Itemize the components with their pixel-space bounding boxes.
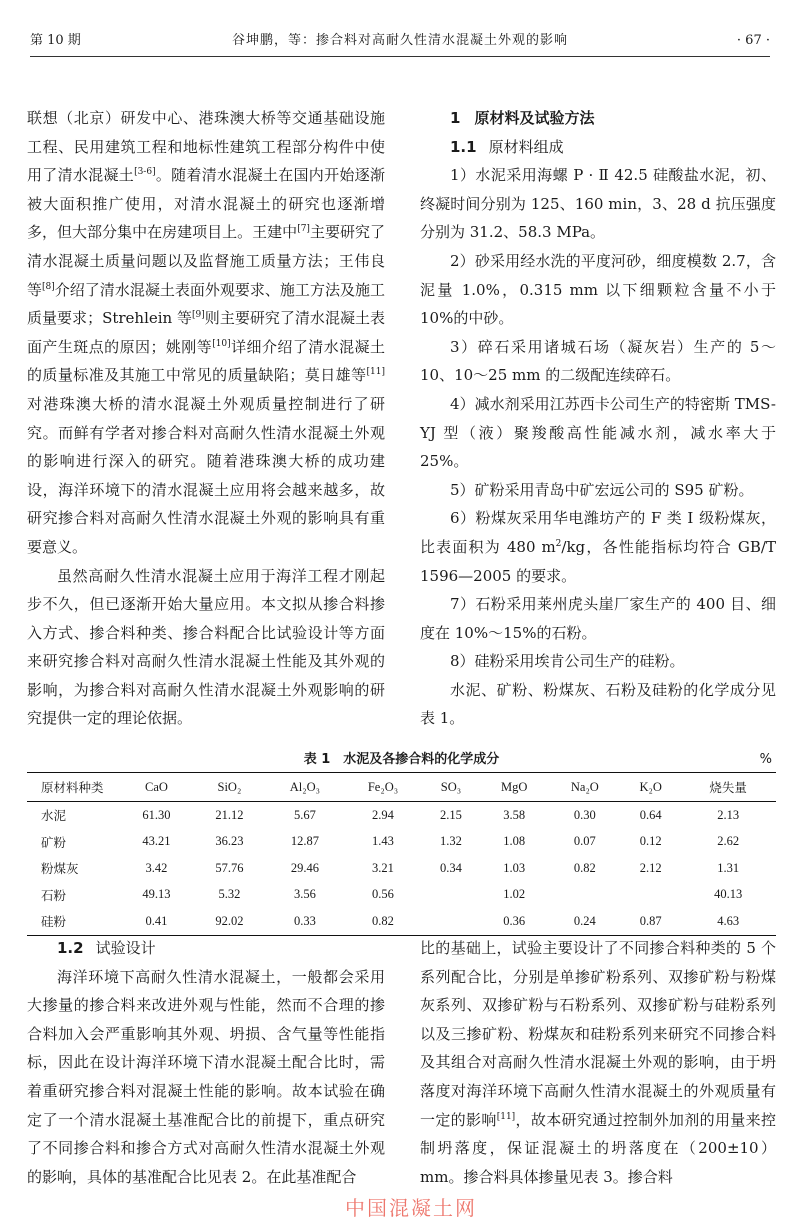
table-cell: 49.13 <box>142 887 171 902</box>
table-cell: 1.08 <box>503 834 526 849</box>
table-cell: 0.24 <box>573 913 596 928</box>
table-cell <box>549 882 622 909</box>
subsection-heading: 1.2 试验设计 <box>57 939 156 957</box>
left-column <box>27 104 385 733</box>
table-header-cell: Na₂O <box>570 779 599 794</box>
table-row <box>27 882 776 909</box>
table-cell: 0.87 <box>639 913 662 928</box>
table-cell <box>621 882 680 909</box>
table-cell: 1.03 <box>503 860 526 875</box>
table-cell: 21.12 <box>215 807 244 822</box>
bottom-right-column <box>420 934 776 1191</box>
watermark-logo: 中国混凝土网 <box>345 1196 477 1220</box>
list-item: 6）粉煤灰采用华电潍坊产的 F 类 Ⅰ 级粉煤灰，比表面积为 480 $m^2/kg$，各性能指标均符合 GB/T 1596—2005 的要求。 <box>420 509 776 585</box>
table-header-cell: MgO <box>501 779 528 794</box>
table-cell: 0.64 <box>639 807 662 822</box>
table-cell: 3.56 <box>293 887 316 902</box>
table-cell: 矿粉 <box>41 835 67 850</box>
bottom-left-column <box>27 934 385 1191</box>
table-cell: 0.82 <box>573 860 596 875</box>
table-header-cell: SiO₂ <box>217 779 242 794</box>
table-cell <box>422 882 480 909</box>
list-item: 2）砂采用经水洗的平度河砂，细度模数 2.7，含泥量 1.0%，0.315 mm 以下细颗粒含量不小于 10%的中砂。 <box>420 251 776 328</box>
table-cell: 0.56 <box>372 887 394 902</box>
table-cell: 0.34 <box>439 860 462 875</box>
table-cell: 3.42 <box>145 860 168 875</box>
table-cell: 硅粉 <box>41 915 67 930</box>
paragraph-design: 海洋环境下高耐久性清水混凝土，一般都会采用大掺量的掺合料来改进外观与性能，然而不合理的掺合料加入会严重影响其外观、坍损、含气量等性能指标，因此在设计海洋环境下清水混凝土配合比时，需着重研究掺合料对混凝土性能的影响。故本试验在确定了一个清水混凝土基准配合比的前提下，重点研究了不同掺合料和掺合方式对高耐久性清水混凝土外观的影响，具体的基准配合比见表 2。在此基准配合 <box>27 967 385 1186</box>
table-cell: 2.13 <box>717 807 740 822</box>
table-cell: 5.67 <box>293 807 316 822</box>
paragraph-design-continued: 比的基础上，试验主要设计了不同掺合料种类的 5 个系列配合比，分别是单掺矿粉系列、双掺矿粉与粉煤灰系列、双掺矿粉与石粉系列、双掺矿粉与硅粉系列以及三掺矿粉、粉煤灰和硅粉系列来研究不同掺合料及其组合对高耐久性清水混凝土外观的影响，由于坍落度对海洋环境下高耐久性清水混凝土的外观质量有一定的影响[11]，故本研究通过控制外加剂的用量来控制坍落度，保证混凝土的坍落度在（200±10）mm。掺合料具体掺量见表 3。掺合料 <box>420 939 776 1186</box>
table-cell <box>422 908 480 935</box>
table-cell: 0.33 <box>293 913 316 928</box>
table-header-row <box>27 773 776 802</box>
right-column <box>420 104 776 733</box>
composition-table <box>27 772 776 936</box>
paragraph-table-ref: 水泥、矿粉、粉煤灰、石粉及硅粉的化学成分见表 1。 <box>420 680 776 728</box>
table-cell: 1.02 <box>503 887 526 902</box>
table-cell: 12.87 <box>290 834 319 849</box>
table-header-cell: Al₂O₃ <box>289 779 321 794</box>
table-header-cell: 烧失量 <box>709 781 747 795</box>
list-item: 5）矿粉采用青岛中矿宏远公司的 S95 矿粉。 <box>450 480 754 499</box>
table-cell: 2.62 <box>717 834 740 849</box>
table-cell: 2.15 <box>439 807 462 822</box>
table-cell: 水泥 <box>41 809 67 824</box>
table-caption: 表 1 水泥及各掺合料的化学成分 % <box>27 748 776 772</box>
table-cell: 36.23 <box>215 834 244 849</box>
table-cell: 29.46 <box>290 860 319 875</box>
list-item: 3）碎石采用诸城石场（凝灰岩）生产的 5～10、10～25 mm 的二级配连续碎石。 <box>420 337 776 385</box>
list-item: 8）硅粉采用埃肯公司生产的硅粉。 <box>450 652 685 671</box>
paragraph-literature: 联想（北京）研发中心、港珠澳大桥等交通基础设施工程、民用建筑工程和地标性建筑工程部分构件中使用了清水混凝土[3-6]。随着清水混凝土在国内开始逐渐被大面积推广使用，对清水混凝土的研究也逐渐增多，但大部分集中在房建项目上。王建中[7]主要研究了清水混凝土质量问题以及监督施工质量方法；王伟良等[8]介绍了清水混凝土表面外观要求、施工方法及施工质量要求；Strehlein 等[9]则主要研究了清水混凝土表面产生斑点的原因；姚刚等[10]详细介绍了清水混凝土的质量标准及其施工中常见的质量缺陷；莫日雄等[11]对港珠澳大桥的清水混凝土外观质量控制进行了研究。而鲜有学者对掺合料对高耐久性清水混凝土外观的影响进行深入的研究。随着港珠澳大桥的成功建设，海洋环境下的清水混凝土应用将会越来越多，故研究掺合料对高耐久性清水混凝土外观的影响具有重要意义。 <box>27 109 385 556</box>
table-cell: 43.21 <box>142 834 171 849</box>
table-cell: 0.36 <box>503 913 526 928</box>
table-header-cell: 原材料种类 <box>41 781 104 795</box>
list-item: 4）减水剂采用江苏西卡公司生产的特密斯 TMS-YJ 型（液）聚羧酸高性能减水剂，减水率大于 25%。 <box>420 394 776 471</box>
table-cell: 92.02 <box>215 913 244 928</box>
list-item: 7）石粉采用莱州虎头崖厂家生产的 400 目、细度在 10%～15%的石粉。 <box>420 595 776 642</box>
table-cell: 3.21 <box>372 860 394 875</box>
page-number: · 67 · <box>736 33 770 48</box>
table-cell: 0.82 <box>372 913 394 928</box>
table-row <box>27 855 776 882</box>
table-cell: 1.43 <box>372 834 394 849</box>
table-cell: 2.12 <box>639 860 662 875</box>
table-cell: 0.12 <box>639 834 662 849</box>
table-cell: 0.07 <box>573 834 596 849</box>
subsection-heading: 1.1 原材料组成 <box>450 137 564 156</box>
table-cell: 4.63 <box>717 913 740 928</box>
table-row <box>27 829 776 856</box>
table-row <box>27 908 776 935</box>
section-heading: 1 原材料及试验方法 <box>450 109 595 127</box>
table-header-cell: K₂O <box>639 779 662 794</box>
table-cell: 57.76 <box>215 860 244 875</box>
table-cell: 1.31 <box>717 860 740 875</box>
journal-issue: 第 10 期 <box>30 33 81 48</box>
table-cell: 5.32 <box>218 887 241 902</box>
table-cell: 3.58 <box>503 807 526 822</box>
paragraph-purpose: 虽然高耐久性清水混凝土应用于海洋工程才刚起步不久，但已逐渐开始大量应用。本文拟从掺合料掺入方式、掺合料种类、掺合料配合比试验设计等方面来研究掺合料对高耐久性清水混凝土性能及其外观的影响，为掺合料对高耐久性清水混凝土外观影响的研究提供一定的理论依据。 <box>27 566 385 728</box>
table-header-cell: SO₃ <box>440 779 462 794</box>
table-header-cell: Fe₂O₃ <box>367 779 399 794</box>
table-cell: 40.13 <box>714 887 743 902</box>
table-cell: 粉煤灰 <box>41 862 79 877</box>
table-header-cell: CaO <box>145 779 168 794</box>
running-title: 谷坤鹏，等：掺合料对高耐久性清水混凝土外观的影响 <box>231 33 568 48</box>
table-cell: 1.32 <box>439 834 462 849</box>
table-cell: 2.94 <box>372 807 394 822</box>
table-cell: 61.30 <box>142 807 171 822</box>
table-1 <box>27 748 776 936</box>
table-cell: 0.30 <box>573 807 596 822</box>
table-row <box>27 802 776 829</box>
table-cell: 石粉 <box>41 888 67 903</box>
list-item: 1）水泥采用海螺 P · Ⅱ 42.5 硅酸盐水泥，初、终凝时间分别为 125、160 min，3、28 d 抗压强度分别为 31.2、58.3 MPa。 <box>420 166 776 242</box>
page-header <box>30 30 770 57</box>
table-unit: % <box>759 752 772 767</box>
table-cell: 0.41 <box>145 913 168 928</box>
